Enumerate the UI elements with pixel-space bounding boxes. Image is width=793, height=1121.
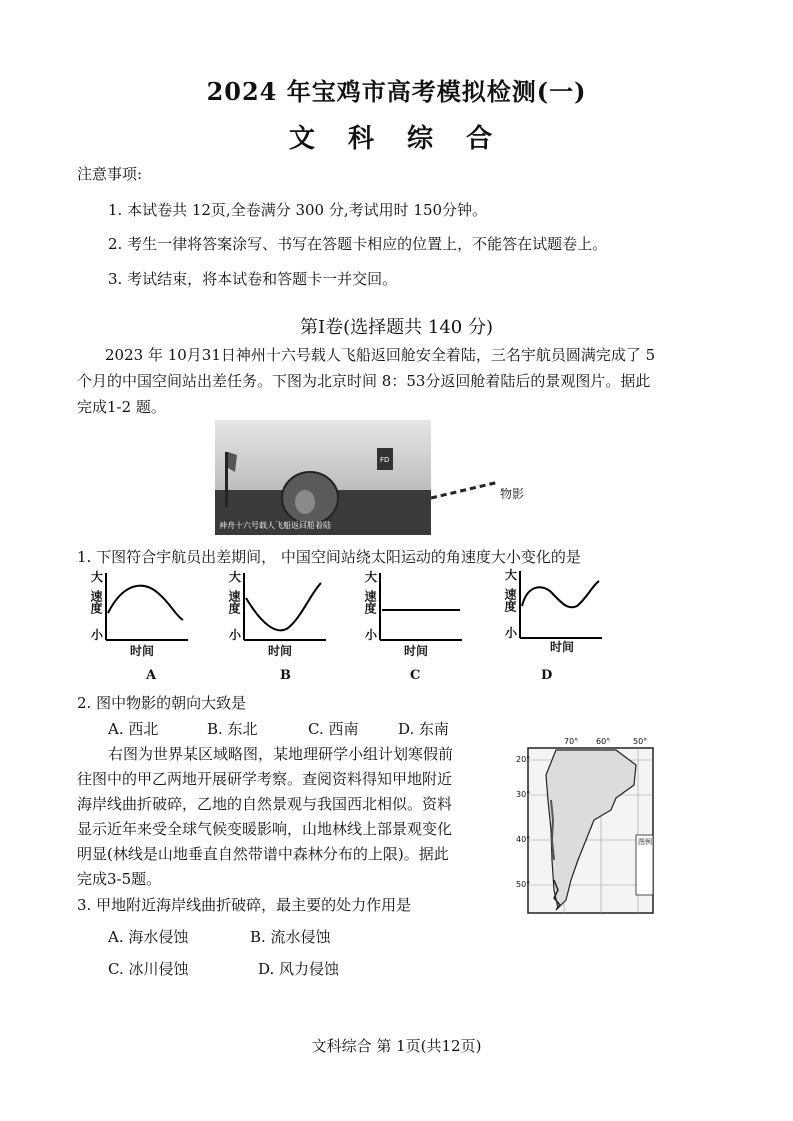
map-legend-title: 图例 [638,838,652,846]
map-lon-60: 60° [596,737,611,746]
q2-option-d: D. 东南 [398,720,450,738]
shadow-arrow [431,478,501,500]
chart-c-y-bottom: 小 [365,628,378,642]
chart-d-y-label: 速度 [503,588,517,612]
chart-b-option: B [280,668,291,683]
q3-option-a: A. 海水侵蚀 [108,928,189,946]
notice-item-1: 1. 本试卷共 12页,全卷满分 300 分,考试用时 150分钟。 [108,201,488,219]
passage2-line-6: 完成3-5题。 [77,870,162,888]
chart-b-y-bottom: 小 [229,628,242,642]
region-map [516,737,660,915]
q3-option-c: C. 冰川侵蚀 [108,960,189,978]
map-lat-30: 30° [516,790,531,799]
chart-a-y-label: 速度 [89,590,103,614]
question-2: 2. 图中物影的朝向大致是 [77,694,247,712]
question-3: 3. 甲地附近海岸线曲折破碎，最主要的处力作用是 [77,896,412,914]
passage2-line-4: 显示近年来受全球气候变暖影响，山地林线上部景观变化 [77,820,453,838]
chart-b [226,568,336,668]
map-lat-50: 50° [516,880,531,889]
landing-photo [215,420,431,535]
map-lon-50: 50° [633,737,648,746]
notice-item-2: 2. 考生一律将答案涂写、书写在答题卡相应的位置上，不能答在试题卷上。 [108,235,608,253]
q3-option-d: D. 风力侵蚀 [258,960,340,978]
chart-d-option: D [541,668,553,683]
chart-a-x-label: 时间 [130,644,155,658]
chart-c-x-label: 时间 [404,644,429,658]
chart-a [88,568,198,668]
map-lon-70: 70° [564,737,579,746]
svg-text:FD: FD [380,456,390,464]
chart-d-x-label: 时间 [550,640,575,654]
q2-option-c: C. 西南 [308,720,359,738]
notice-heading: 注意事项: [77,165,143,183]
passage1-line-1: 2023 年 10月31日神州十六号载人飞船返回舱安全着陆，三名宇航员圆满完成了 5 [105,346,656,364]
chart-c-option: C [410,668,421,683]
section-title: 第Ⅰ卷(选择题共 140 分) [300,317,493,338]
q2-option-a: A. 西北 [108,720,159,738]
chart-d [502,566,612,666]
question-1: 1. 下图符合宇航员出差期间， 中国空间站绕太阳运动的角速度大小变化的是 [77,548,581,566]
chart-a-y-top: 大 [91,570,104,584]
notice-item-3: 3. 考试结束，将本试卷和答题卡一并交回。 [108,270,398,288]
subject-title: 文 科 综 合 [288,124,505,154]
passage1-line-2: 个月的中国空间站出差任务。下图为北京时间 8：53分返回舱着陆后的景观图片。据此 [77,372,651,390]
chart-d-y-bottom: 小 [505,626,518,640]
map-lat-40: 40° [516,835,531,844]
chart-b-x-label: 时间 [268,644,293,658]
chart-d-y-top: 大 [505,568,518,582]
page-footer: 文科综合 第 1页(共12页) [311,1037,482,1055]
map-lat-20: 20° [516,755,531,764]
chart-c-y-top: 大 [365,570,378,584]
chart-b-y-label: 速度 [227,590,241,614]
page-title: 2024 年宝鸡市高考模拟检测(一) [206,77,587,106]
passage1-line-3: 完成1-2 题。 [77,398,166,416]
q3-option-b: B. 流水侵蚀 [250,928,331,946]
passage2-line-3: 海岸线曲折破碎，乙地的自然景观与我国西北相似。资料 [77,795,453,813]
q2-option-b: B. 东北 [207,720,258,738]
photo-caption: 神舟十六号载人飞船返回舱着陆 [219,521,331,530]
passage2-line-1: 右图为世界某区域略图，某地理研学小组计划寒假前 [108,745,454,763]
passage2-line-2: 往图中的甲乙两地开展研学考察。查阅资料得知甲地附近 [77,770,453,788]
shadow-label: 物影 [500,487,525,501]
chart-b-y-top: 大 [229,570,242,584]
passage2-line-5: 明显(林线是山地垂直自然带谱中森林分布的上限)。据此 [77,845,449,863]
chart-a-y-bottom: 小 [91,628,104,642]
chart-c [362,568,472,668]
chart-c-y-label: 速度 [363,590,377,614]
chart-a-option: A [146,668,157,683]
